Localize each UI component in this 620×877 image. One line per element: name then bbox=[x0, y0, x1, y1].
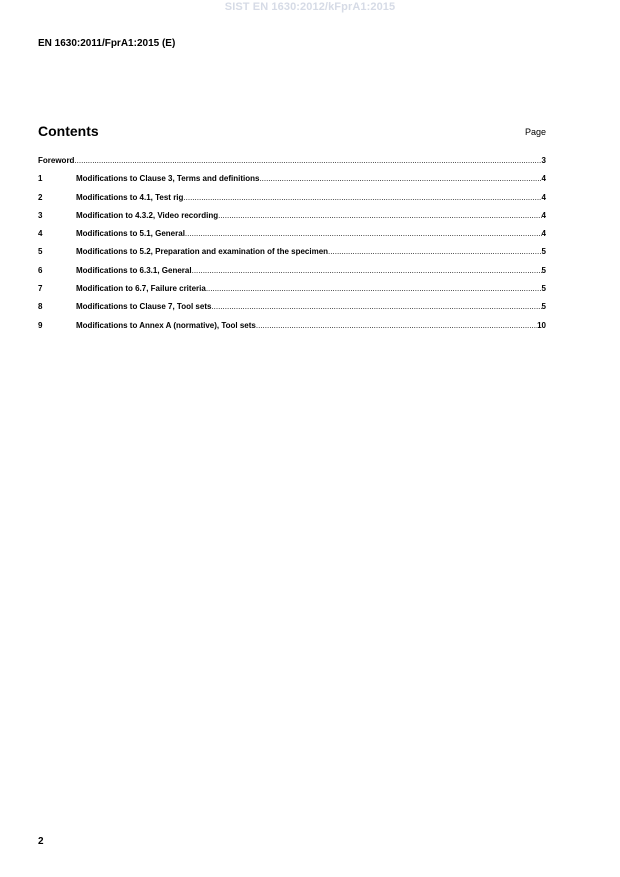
toc-entry[interactable] bbox=[38, 321, 546, 339]
toc-leader bbox=[74, 156, 541, 165]
toc-leader bbox=[192, 266, 542, 275]
toc-leader bbox=[218, 211, 541, 220]
contents-title: Contents bbox=[38, 123, 99, 139]
toc-entry-page: 4 bbox=[541, 210, 546, 220]
table-of-contents bbox=[38, 156, 546, 339]
document-id: EN 1630:2011/FprA1:2015 (E) bbox=[38, 38, 176, 49]
toc-entry-title: Modification to 6.7, Failure criteria bbox=[76, 284, 206, 294]
toc-entry-title: Modifications to Clause 7, Tool sets bbox=[76, 302, 212, 312]
toc-entry-title: Modifications to 6.3.1, General bbox=[76, 265, 192, 275]
toc-entry-number: 1 bbox=[38, 174, 43, 184]
toc-entry-page: 10 bbox=[537, 320, 546, 330]
toc-entry[interactable] bbox=[38, 266, 546, 284]
toc-entry-number: 4 bbox=[38, 229, 43, 239]
toc-entry[interactable] bbox=[38, 174, 546, 192]
toc-entry-page: 5 bbox=[541, 302, 546, 312]
toc-entry-number: 8 bbox=[38, 302, 43, 312]
page-column-label: Page bbox=[524, 127, 546, 137]
toc-entry-title: Modifications to Annex A (normative), Tool sets bbox=[76, 320, 256, 330]
toc-entry-title: Modifications to Clause 3, Terms and definitions bbox=[76, 174, 260, 184]
toc-entry[interactable] bbox=[38, 302, 546, 320]
toc-entry-number: 9 bbox=[38, 320, 43, 330]
toc-entry-number: 7 bbox=[38, 284, 43, 294]
toc-leader bbox=[259, 174, 541, 183]
toc-entry-title: Modifications to 4.1, Test rig bbox=[76, 192, 184, 202]
toc-entry-title: Foreword bbox=[38, 156, 75, 165]
toc-entry-page: 4 bbox=[541, 192, 546, 202]
toc-entry-title: Modifications to 5.2, Preparation and examination of the specimen bbox=[76, 247, 329, 257]
toc-leader bbox=[183, 193, 541, 202]
toc-entry-title: Modification to 4.3.2, Video recording bbox=[76, 210, 219, 220]
toc-leader bbox=[256, 321, 537, 330]
toc-entry[interactable] bbox=[38, 284, 546, 302]
toc-entry-number: 3 bbox=[38, 210, 43, 220]
toc-leader bbox=[211, 302, 541, 311]
toc-entry-page: 5 bbox=[541, 284, 546, 294]
watermark: SIST EN 1630:2012/kFprA1:2015 bbox=[224, 1, 396, 13]
toc-entry-number: 6 bbox=[38, 265, 43, 275]
toc-entry-title: Modifications to 5.1, General bbox=[76, 229, 185, 239]
toc-entry-page: 5 bbox=[541, 247, 546, 257]
toc-leader bbox=[206, 284, 542, 293]
toc-entry-foreword[interactable] bbox=[38, 156, 546, 174]
toc-leader bbox=[328, 247, 542, 256]
toc-entry-page: 3 bbox=[541, 156, 546, 165]
contents-heading bbox=[38, 123, 546, 141]
toc-entry-number: 2 bbox=[38, 192, 43, 202]
toc-entry[interactable] bbox=[38, 247, 546, 265]
toc-entry[interactable] bbox=[38, 211, 546, 229]
toc-entry-number: 5 bbox=[38, 247, 43, 257]
toc-entry-page: 5 bbox=[541, 265, 546, 275]
toc-leader bbox=[185, 229, 542, 238]
toc-entry[interactable] bbox=[38, 193, 546, 211]
toc-entry-page: 4 bbox=[541, 174, 546, 184]
page-number: 2 bbox=[38, 836, 44, 847]
toc-entry-page: 4 bbox=[541, 229, 546, 239]
toc-entry[interactable] bbox=[38, 229, 546, 247]
